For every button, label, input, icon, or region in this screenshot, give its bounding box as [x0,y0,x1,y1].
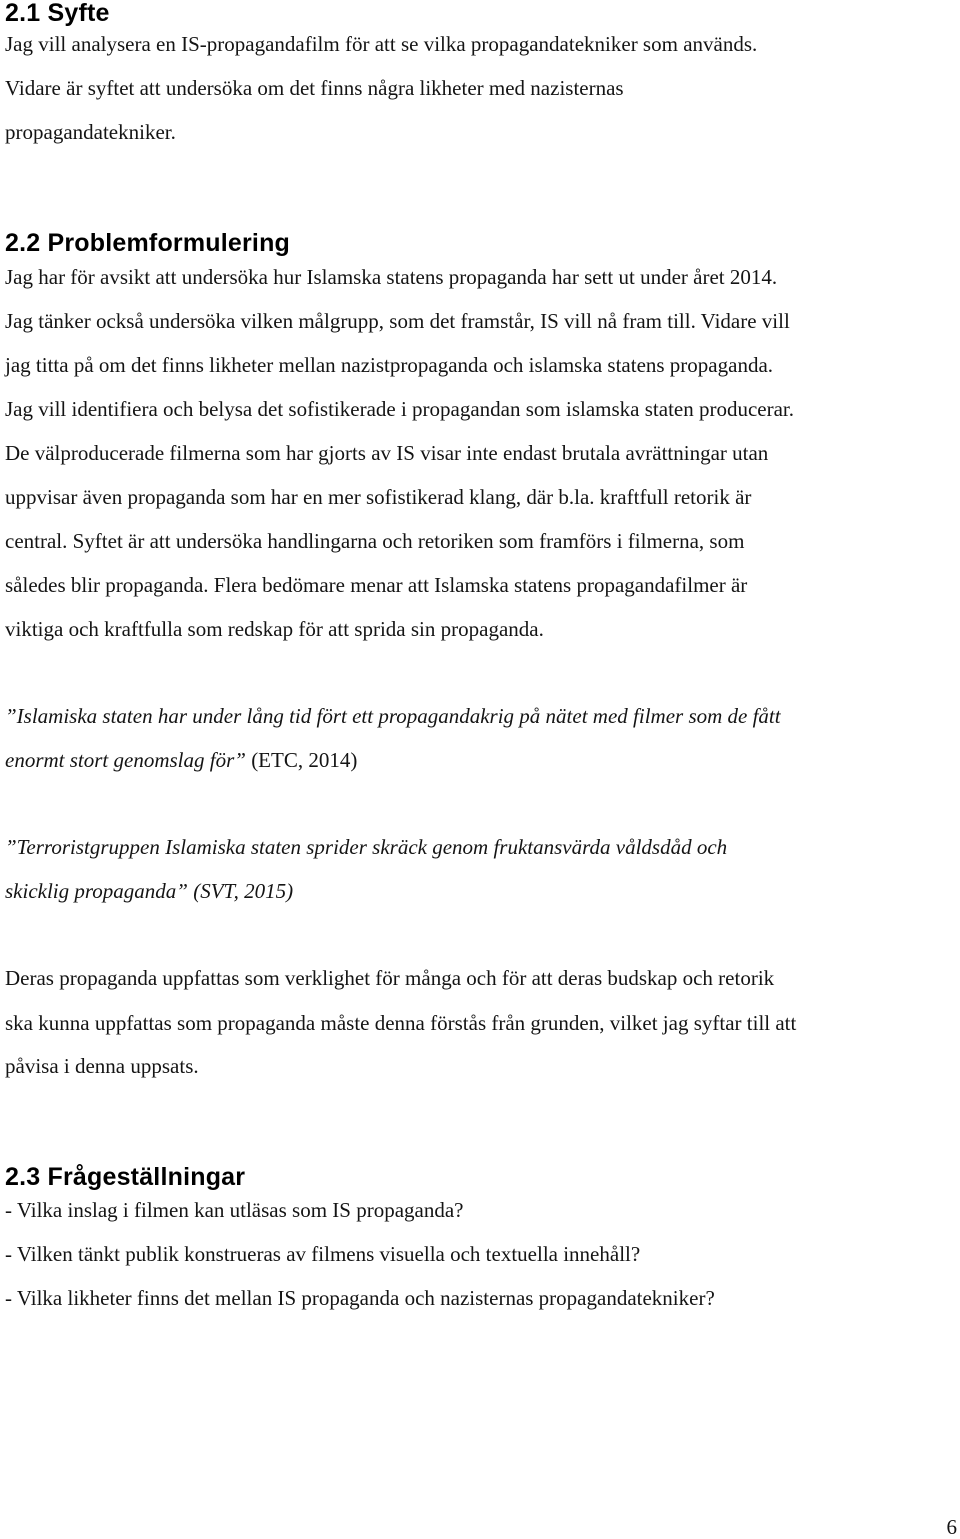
paragraph-line: viktiga och kraftfulla som redskap för att sprida sin propaganda. [5,617,544,641]
paragraph-line: Jag tänker också undersöka vilken målgrupp, som det framstår, IS vill nå fram till. Vidare vill [5,309,790,333]
paragraph-line: således blir propaganda. Flera bedömare menar att Islamska statens propagandafilmer är [5,573,748,597]
block-quote-line: skicklig propaganda” (SVT, 2015) [5,879,294,903]
paragraph-line: Jag har för avsikt att undersöka hur Islamska statens propaganda har sett ut under året 2014. [5,265,778,289]
paragraph-line: propagandatekniker. [5,120,176,144]
paragraph-line: central. Syftet är att undersöka handlingarna och retoriken som framförs i filmerna, som [5,529,745,553]
question-item: - Vilken tänkt publik konstrueras av filmens visuella och textuella innehåll? [5,1242,641,1266]
block-quote-line: ”Terroristgruppen Islamiska staten sprider skräck genom fruktansvärda våldsdåd och [5,835,728,859]
block-quote-line [5,747,357,773]
paragraph-line: Jag vill analysera en IS-propagandafilm för att se vilka propagandatekniker som används. [5,32,758,56]
section-heading-fragestallningar: 2.3 Frågeställningar [5,1163,246,1191]
block-quote-line: ”Islamiska staten har under lång tid fört ett propagandakrig på nätet med filmer som de fått [5,704,781,728]
paragraph-line: Deras propaganda uppfattas som verklighet för många och för att deras budskap och retorik [5,966,775,990]
paragraph-line: De välproducerade filmerna som har gjorts av IS visar inte endast brutala avrättningar utan [5,441,769,465]
section-heading-problemformulering: 2.2 Problemformulering [5,229,291,257]
page-number: 6 [946,1515,957,1539]
paragraph-line: uppvisar även propaganda som har en mer sofistikerad klang, där b.la. kraftfull retorik är [5,485,752,509]
paragraph-line: påvisa i denna uppsats. [5,1054,199,1078]
paragraph-line: ska kunna uppfattas som propaganda måste denna förstås från grunden, vilket jag syftar till att [5,1011,797,1035]
paragraph-line: Vidare är syftet att undersöka om det finns några likheter med nazisternas [5,76,624,100]
block-quote-text: enormt stort genomslag för” [5,748,246,772]
section-heading-syfte: 2.1 Syfte [5,0,110,27]
question-item: - Vilka inslag i filmen kan utläsas som IS propaganda? [5,1198,464,1222]
question-item: - Vilka likheter finns det mellan IS propaganda och nazisternas propagandatekniker? [5,1286,715,1310]
quote-citation: (ETC, 2014) [245,748,358,772]
paragraph-line: Jag vill identifiera och belysa det sofistikerade i propagandan som islamska staten producerar. [5,397,795,421]
paragraph-line: jag titta på om det finns likheter mellan nazistpropaganda och islamska statens propaganda. [5,353,774,377]
